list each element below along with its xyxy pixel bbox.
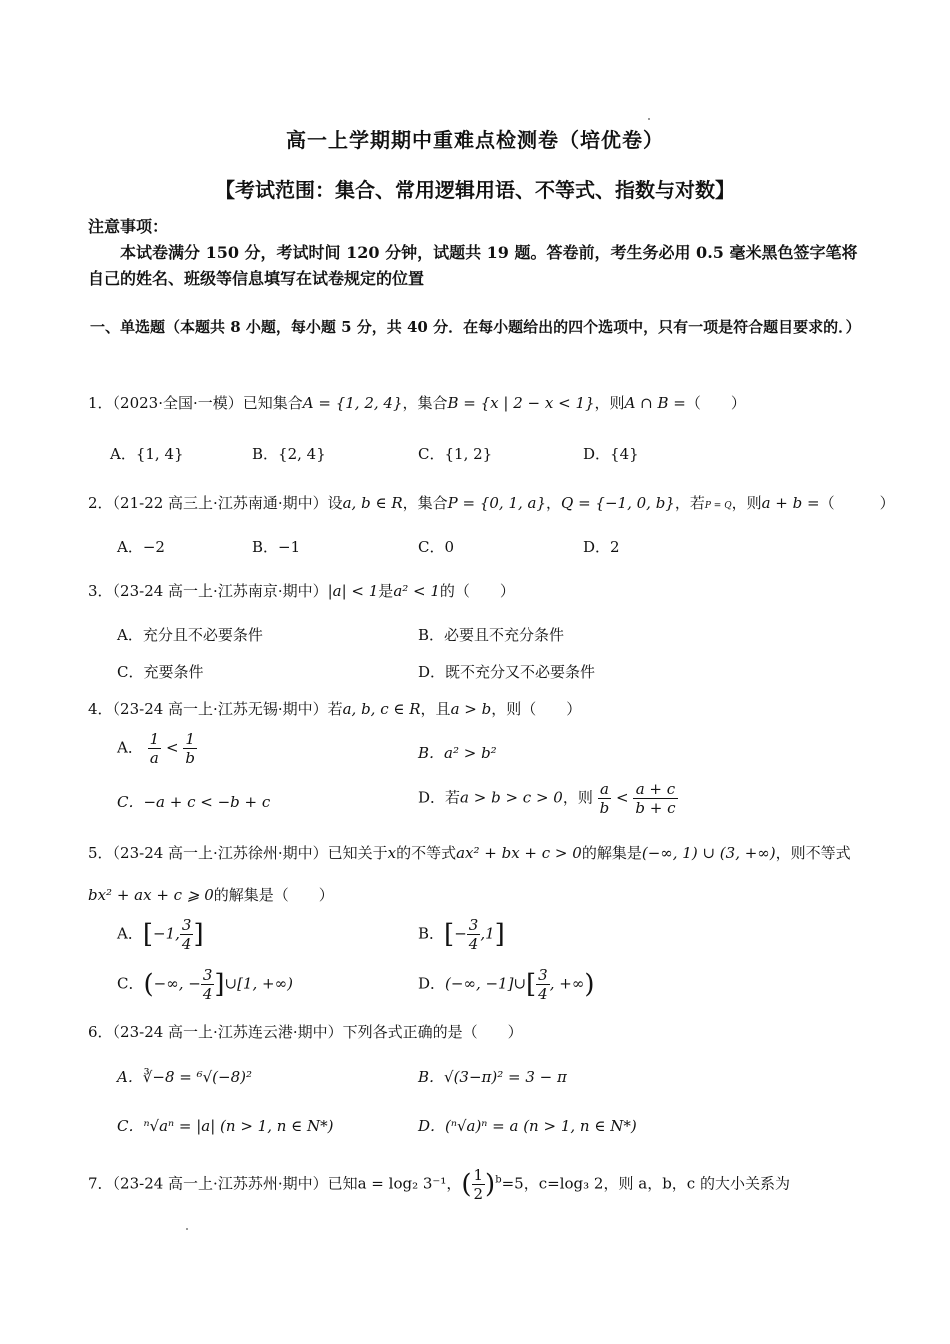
q2-set-p: P = {0, 1, a} <box>447 494 547 512</box>
q3-option-d[interactable]: D．既不充分又不必要条件 <box>418 663 596 681</box>
q4-text: ，且 <box>420 700 451 718</box>
scan-speck-2 <box>186 1228 188 1230</box>
q7-c-expr: c=log₃ 2 <box>538 1174 604 1193</box>
q1-option-d[interactable]: D．{4} <box>583 445 639 463</box>
q5-c-den: 4 <box>202 985 213 1003</box>
q3-option-a[interactable]: A．充分且不必要条件 <box>117 626 263 644</box>
q5-line2-expr: bx² + ax + c ⩾ 0 <box>88 886 214 904</box>
q4-d-frac-1 <box>598 780 612 817</box>
q5-end: ，则不等式 <box>775 844 851 862</box>
q5-d-num: 3 <box>538 966 548 984</box>
q5-prefix: 5．（23-24 高一上·江苏徐州·期中）已知关于 <box>88 844 388 862</box>
q5-d-frac <box>536 966 550 1003</box>
page-title: 高一上学期期中重难点检测卷（培优卷） <box>286 128 664 152</box>
q2-prefix: 2．（21-22 高三上·江苏南通·期中）设 <box>88 494 343 512</box>
q5-option-a[interactable] <box>117 916 204 953</box>
q4-condition: a > b <box>450 700 492 718</box>
q5-d-left-bracket: [ <box>526 969 537 1000</box>
q4-option-d[interactable] <box>418 780 678 817</box>
q5-text-2: 的解集是 <box>581 844 642 862</box>
notice-body: 本试卷满分 150 分，考试时间 120 分钟，试题共 19 题。答卷前，考生务必用 0.5 毫米黑色签字笔将自己的姓名、班级等信息填写在试卷规定的位置 <box>88 243 858 288</box>
q5-option-d-label: D． <box>418 974 446 993</box>
q5-b-right-bracket: ] <box>494 919 505 950</box>
q1-option-b[interactable]: B．{2, 4} <box>252 445 326 463</box>
q1-prefix: 1．（2023·全国·一模）已知集合 <box>88 394 303 412</box>
question-6: 6．（23-24 高一上·江苏连云港·期中）下列各式正确的是（ ） <box>88 1023 523 1041</box>
q5-c-right-bracket: ] <box>214 969 225 1000</box>
q4-a-frac-1 <box>148 730 162 767</box>
exam-scope: 【考试范围：集合、常用逻辑用语、不等式、指数与对数】 <box>215 178 735 202</box>
q5-a-den: 4 <box>181 935 192 953</box>
question-4 <box>88 698 878 719</box>
question-5 <box>88 842 878 863</box>
q7-b-num: 1 <box>473 1166 484 1184</box>
q4-d-den-2: b + c <box>635 799 676 817</box>
q5-option-a-label: A． <box>117 924 143 943</box>
notice-heading: 注意事项： <box>88 217 169 236</box>
q2-option-b[interactable]: B．−1 <box>252 538 301 556</box>
q4-option-a-label: A． <box>117 738 143 757</box>
q1-end: （ ） <box>685 394 746 412</box>
q5-b-left-bracket: [ <box>444 919 455 950</box>
q7-a-expr: a = log₂ 3⁻¹ <box>357 1174 447 1193</box>
q3-option-b[interactable]: B．必要且不充分条件 <box>418 626 565 644</box>
question-3 <box>88 580 878 601</box>
q5-b-post: ,1 <box>480 924 495 943</box>
q6-option-c[interactable]: C．ⁿ√aⁿ = |a| (n > 1, n ∈ N*) <box>117 1117 334 1135</box>
q4-d-den-1: b <box>599 799 610 817</box>
q4-prefix: 4．（23-24 高一上·江苏无锡·期中）若 <box>88 700 343 718</box>
q2-option-a[interactable]: A．−2 <box>117 538 165 556</box>
q2-sep: ， <box>546 494 562 512</box>
question-1 <box>88 392 878 413</box>
q5-c-left-paren: ( <box>143 969 154 1000</box>
q5-d-pre: (−∞, −1]∪ <box>445 974 527 993</box>
q5-b-num: 3 <box>468 916 479 934</box>
q5-b-den: 4 <box>468 935 479 953</box>
q4-end: ，则（ ） <box>491 700 582 718</box>
q5-text: 的不等式 <box>396 844 457 862</box>
question-2 <box>88 492 895 513</box>
q5-a-pre: −1, <box>153 924 180 943</box>
q2-text: ，集合 <box>402 494 448 512</box>
q1-option-a[interactable]: A．{1, 4} <box>110 445 184 463</box>
q4-option-a[interactable] <box>117 730 197 767</box>
q4-a-num-1: 1 <box>149 730 160 748</box>
q5-option-b[interactable] <box>418 916 505 953</box>
q5-c-num: 3 <box>202 966 213 984</box>
q5-c-frac <box>201 966 215 1003</box>
q4-d-condition: a > b > c > 0 <box>460 788 563 807</box>
q4-d-num-2: a + c <box>633 780 677 799</box>
q5-line2-end: 的解集是（ ） <box>213 886 334 904</box>
q5-option-c-label: C． <box>117 974 144 993</box>
q2-text-2: ，若 <box>674 494 705 512</box>
q7-b-den: 2 <box>473 1185 484 1203</box>
q5-option-c[interactable] <box>117 966 293 1003</box>
q3-option-c[interactable]: C．充要条件 <box>117 663 204 681</box>
q4-a-frac-2 <box>183 730 197 767</box>
q2-vars: a, b ∈ R <box>342 494 403 512</box>
q4-option-d-label: D．若 <box>418 788 461 807</box>
q3-end: 的（ ） <box>439 582 515 600</box>
q7-sep: ， <box>446 1174 462 1193</box>
q4-vars: a, b, c ∈ R <box>342 700 421 718</box>
q2-set-q: Q = {−1, 0, b} <box>561 494 675 512</box>
q5-d-den: 4 <box>538 985 548 1003</box>
q1-text-2: ，则 <box>594 394 625 412</box>
q6-option-b[interactable]: B．√(3−π)² = 3 − π <box>418 1068 567 1086</box>
q4-a-num-2: 1 <box>183 730 197 749</box>
q5-inequality: ax² + bx + c > 0 <box>456 844 582 862</box>
q4-a-den-1: a <box>149 749 159 767</box>
q4-d-num-1: a <box>598 780 612 799</box>
q2-expr: a + b = <box>761 494 820 512</box>
q7-left-paren: ( <box>461 1169 472 1200</box>
q5-a-frac <box>180 916 194 953</box>
q7-b-exp: b <box>495 1174 502 1186</box>
q1-text: ，集合 <box>402 394 448 412</box>
q7-frac <box>472 1166 486 1203</box>
scan-speck <box>648 118 650 120</box>
q5-option-d[interactable] <box>418 966 594 1003</box>
q7-prefix: 7．（23-24 高一上·江苏苏州·期中）已知 <box>88 1174 358 1193</box>
q3-text: 是 <box>378 582 394 600</box>
q7-sep-2: ， <box>523 1174 539 1193</box>
q1-expr: A ∩ B = <box>624 394 686 412</box>
q7-right-paren: ) <box>485 1169 496 1200</box>
q5-d-right-paren: ) <box>584 969 595 1000</box>
q3-expr-2: a² < 1 <box>393 582 440 600</box>
q4-option-b[interactable]: B．a² > b² <box>418 744 497 762</box>
q4-d-text: ，则 <box>562 788 593 807</box>
q6-option-d[interactable]: D．(ⁿ√a)ⁿ = a (n > 1, n ∈ N*) <box>418 1117 637 1135</box>
q4-d-frac-2 <box>633 780 677 817</box>
q6-option-a[interactable]: A．∛−8 = ⁶√(−8)² <box>117 1068 253 1086</box>
question-5-line-2 <box>88 884 878 905</box>
q1-set-b: B = {x | 2 − x < 1} <box>447 394 595 412</box>
q5-c-post: ∪[1, +∞) <box>224 974 293 993</box>
q4-a-relation: < <box>165 738 179 757</box>
q5-option-b-label: B． <box>418 924 445 943</box>
q4-option-c[interactable]: C．−a + c < −b + c <box>117 793 271 811</box>
q5-d-post: , +∞ <box>549 974 585 993</box>
q5-var: x <box>387 844 397 862</box>
q1-option-c[interactable]: C．{1, 2} <box>418 445 493 463</box>
q3-prefix: 3．（23-24 高一上·江苏南京·期中） <box>88 582 328 600</box>
q5-a-right-bracket: ] <box>193 919 204 950</box>
q4-a-den-2: b <box>185 749 195 767</box>
section-heading: 一、单选题（本题共 8 小题，每小题 5 分，共 40 分．在每小题给出的四个选项中，只有一项是符合题目要求的．） <box>90 318 861 336</box>
q2-text-3: ，则 <box>731 494 762 512</box>
q5-b-frac <box>467 916 481 953</box>
q7-end: ，则 a，b，c 的大小关系为 <box>603 1174 790 1193</box>
q3-expr-1: |a| < 1 <box>327 582 379 600</box>
q7-b-rest: =5 <box>501 1174 524 1193</box>
q2-condition: P = Q <box>704 501 732 511</box>
q5-a-left-bracket: [ <box>142 919 153 950</box>
q4-d-relation: < <box>616 788 629 807</box>
q5-a-num: 3 <box>181 916 192 934</box>
q2-option-d[interactable]: D．2 <box>583 538 620 556</box>
q2-end: （ ） <box>819 494 895 512</box>
q5-b-pre: − <box>454 924 467 943</box>
q2-option-c[interactable]: C．0 <box>418 538 455 556</box>
question-7 <box>88 1166 878 1203</box>
q1-set-a: A = {1, 2, 4} <box>302 394 403 412</box>
q5-c-pre: −∞, − <box>153 974 201 993</box>
q5-solution: (−∞, 1) ∪ (3, +∞) <box>641 844 776 862</box>
